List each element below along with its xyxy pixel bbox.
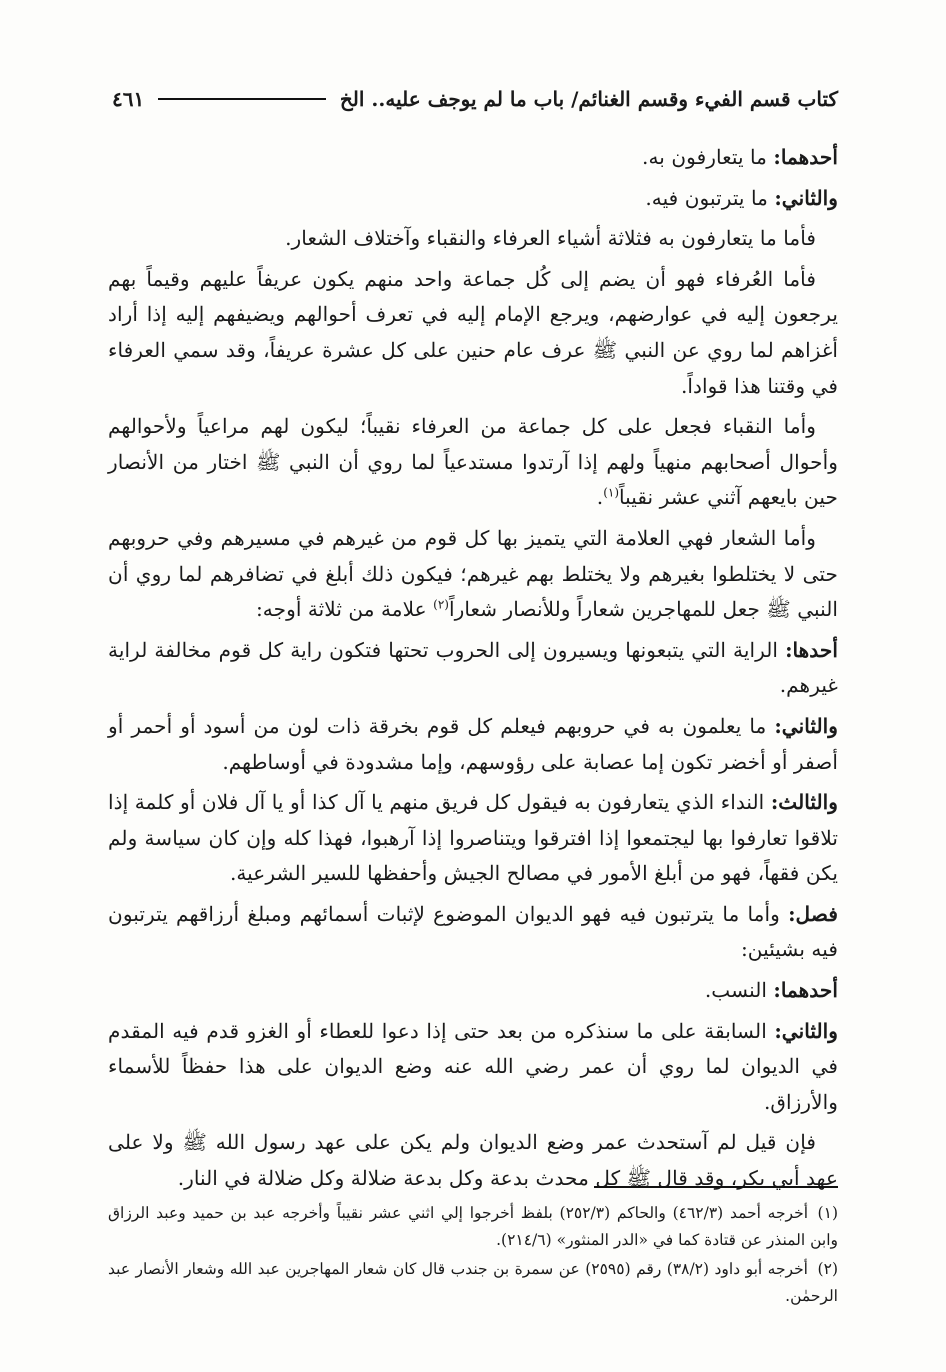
paragraph-label: والثالث: <box>770 790 839 815</box>
paragraph-4 <box>108 262 838 404</box>
paragraph-text: ما يترتبون فيه. <box>645 185 768 210</box>
paragraph-label: أحدها: <box>785 637 838 662</box>
paragraph-7 <box>108 633 838 704</box>
paragraph-label: أحدهما: <box>773 145 838 169</box>
footnotes <box>108 1200 838 1312</box>
footnote-number: (١) <box>817 1204 838 1222</box>
paragraph-label: والثاني: <box>774 1018 838 1043</box>
paragraph-8 <box>108 709 838 780</box>
paragraph-label: أحدهما: <box>773 978 838 1003</box>
paragraph-tail: . <box>596 485 604 510</box>
section-label: فصل: <box>788 901 838 926</box>
paragraph-2 <box>108 181 838 217</box>
paragraph-tail: علامة من ثلاثة أوجه: <box>255 597 434 622</box>
paragraph-11 <box>108 973 838 1009</box>
paragraph-text: ما يعلمون به في حروبهم فيعلم كل قوم بخرقة ذات لون من أسود أو أحمر أو أصفر أو أخضر تكون إما عصابة على رؤوسهم، وإما مشدودة في أوساطهم. <box>108 713 838 774</box>
paragraph-12 <box>108 1014 838 1121</box>
footnote-text: أخرجه أحمد (٤٦٢/٣) والحاكم (٢٥٢/٣) بلفظ أخرجوا إلي اثني عشر نقيباً وأخرجه عبد بن حميد وعبد الرزاق وابن المنذر عن قتادة كما في «الدر المنثور» (٢١٤/٦). <box>108 1204 838 1249</box>
paragraph-text: فإن قيل لم آستحدث عمر وضع الديوان ولم يكن على عهد رسول الله ﷺ ولا على عهد أبي بكر، وقد قال ﷺ كل محدث بدعة وكل بدعة ضلالة وكل ضلالة في النار. <box>108 1130 838 1191</box>
footnote-2 <box>108 1256 838 1310</box>
running-header <box>112 82 838 116</box>
paragraph-1 <box>108 140 838 176</box>
paragraph-3 <box>108 221 838 257</box>
paragraph-label: والثاني: <box>774 185 838 210</box>
footnote-1 <box>108 1200 838 1254</box>
header-title: كتاب قسم الفيء وقسم الغنائم/ باب ما لم يوجف عليه.. الخ <box>339 87 838 111</box>
page-number: ٤٦١ <box>112 87 145 111</box>
paragraph-text: وأما النقباء فجعل على كل جماعة من العرفاء نقيباً؛ ليكون لهم مراعياً ولأحوالهم وأحوال أصحابهم منهياً ولهم إذا آرتدوا مستدعياً لما روي أن النبي ﷺ اختار من الأنصار حين بايعهم آثني عشر نقيباً <box>108 414 838 510</box>
paragraph-text: فأما ما يتعارفون به فثلاثة أشياء العرفاء والنقباء وآختلاف الشعار. <box>285 226 816 251</box>
paragraph-6 <box>108 521 838 628</box>
paragraph-text: السابقة على ما سنذكره من بعد حتى إذا دعوا للعطاء أو الغزو قدم فيه المقدم في الديوان لما روي أن عمر رضي الله عنه وضع الديوان على هذا حفظاً للأسماء والأرزاق. <box>108 1018 838 1114</box>
paragraph-text: فأما العُرفاء فهو أن يضم إلى كُل جماعة واحد منهم يكون عريفاً عليهم وقيماً بهم يرجعون إليه في عوارضهم، ويرجع الإمام إليه في تعرف أحوالهم ويضيفهم إليه إذا أراد أغزاهم لما روي عن النبي ﷺ عرف عام حنين على كل عشرة عريفاً، وقد سمي العرفاء في وقتنا هذا قواداً. <box>108 266 838 398</box>
paragraph-label: والثاني: <box>774 713 838 738</box>
paragraph-text: ما يتعارفون به. <box>642 145 767 169</box>
footnote-text: أخرجه أبو داود (٣٨/٢) رقم (٢٥٩٥) عن سمرة بن جندب قال كان شعار المهاجرين عبد الله وشعار الأنصار عبد الرحمٰن. <box>108 1260 838 1305</box>
paragraph-10 <box>108 897 838 968</box>
footnote-number: (٢) <box>817 1260 838 1278</box>
footnote-ref-2[interactable]: (٢) <box>433 597 449 612</box>
footnote-separator <box>594 1186 838 1188</box>
paragraph-text: الراية التي يتبعونها ويسيرون إلى الحروب تحتها فتكون راية كل قوم مخالفة لراية غيرهم. <box>108 637 838 698</box>
paragraph-text: النسب. <box>704 978 767 1003</box>
paragraph-text: النداء الذي يتعارفون به فيقول كل فريق منهم يا آل كذا أو يا آل فلان أو كلمة إذا تلاقوا تعارفوا بها ليجتمعوا إذا افترقوا ويتناصروا إذا آرهبوا، فهذا كله وإن كان سياسة ولم يكن فقهاً، فهو من أبلغ الأمور في مصالح الجيش وأحفظها للسير الشرعية. <box>108 790 838 886</box>
paragraph-9 <box>108 785 838 892</box>
main-text <box>108 140 838 1202</box>
header-rule <box>158 98 326 100</box>
paragraph-text: وأما الشعار فهي العلامة التي يتميز بها كل قوم من غيرهم في مسيرهم وفي حروبهم حتى لا يختلطوا بغيرهم ولا يختلط بهم غيرهم؛ فيكون ذلك أبلغ في تضافرهم لما روي أن النبي ﷺ جعل للمهاجرين شعاراً وللأنصار شعاراً <box>108 525 838 622</box>
footnote-ref-1[interactable]: (١) <box>603 485 620 500</box>
paragraph-text: وأما ما يترتبون فيه فهو الديوان الموضوع لإثبات أسمائهم ومبلغ أرزاقهم يترتبون فيه بشيئين: <box>108 901 838 962</box>
paragraph-5 <box>108 409 838 516</box>
